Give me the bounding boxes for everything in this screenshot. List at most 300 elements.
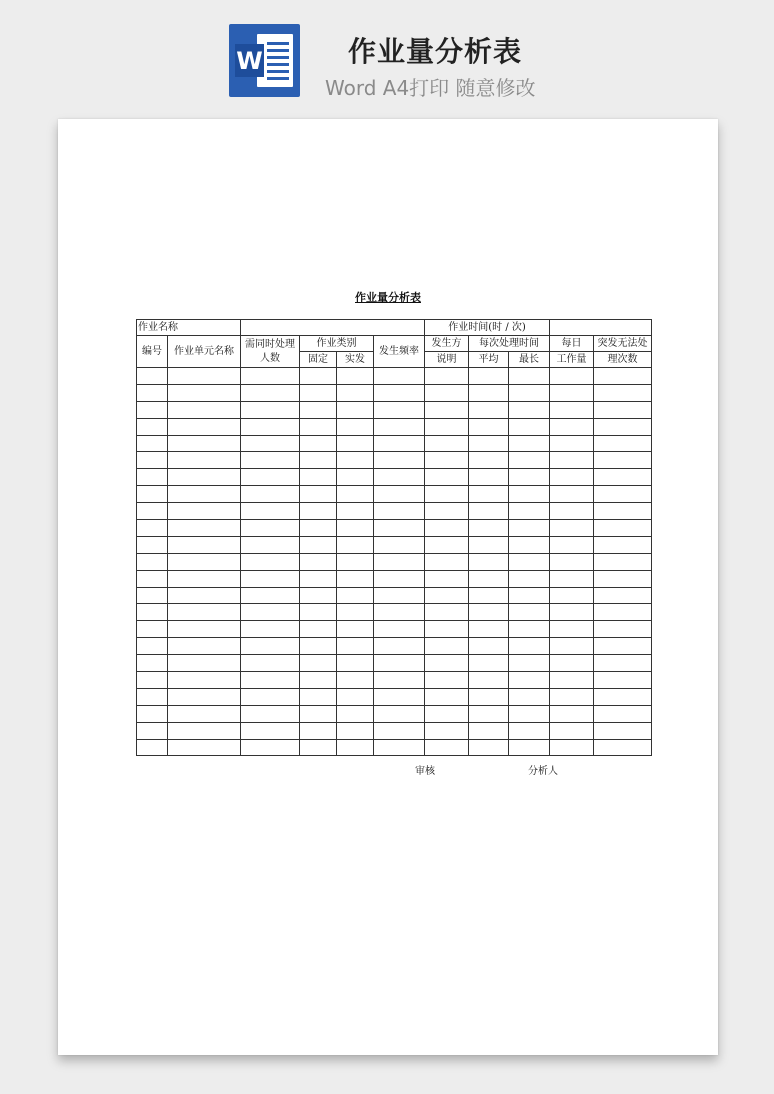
table-cell[interactable] bbox=[594, 722, 652, 739]
table-cell[interactable] bbox=[594, 384, 652, 401]
table-cell[interactable] bbox=[550, 739, 594, 756]
table-cell[interactable] bbox=[168, 368, 241, 385]
time-value[interactable] bbox=[550, 320, 652, 336]
table-cell[interactable] bbox=[550, 418, 594, 435]
table-cell[interactable] bbox=[168, 621, 241, 638]
table-cell[interactable] bbox=[374, 384, 425, 401]
table-cell[interactable] bbox=[137, 486, 168, 503]
table-cell[interactable] bbox=[374, 655, 425, 672]
table-cell[interactable] bbox=[509, 570, 550, 587]
table-cell[interactable] bbox=[241, 418, 300, 435]
table-cell[interactable] bbox=[300, 739, 337, 756]
table-cell[interactable] bbox=[241, 469, 300, 486]
table-cell[interactable] bbox=[374, 418, 425, 435]
table-cell[interactable] bbox=[300, 655, 337, 672]
table-cell[interactable] bbox=[425, 570, 469, 587]
table-cell[interactable] bbox=[337, 587, 374, 604]
table-row bbox=[137, 722, 652, 739]
table-cell[interactable] bbox=[168, 418, 241, 435]
table-cell[interactable] bbox=[425, 368, 469, 385]
table-row bbox=[137, 368, 652, 385]
table-cell[interactable] bbox=[550, 452, 594, 469]
table-cell[interactable] bbox=[425, 722, 469, 739]
table-cell[interactable] bbox=[509, 401, 550, 418]
banner bbox=[0, 0, 774, 112]
table-cell[interactable] bbox=[137, 469, 168, 486]
table-row bbox=[137, 418, 652, 435]
table-cell[interactable] bbox=[337, 739, 374, 756]
table-cell[interactable] bbox=[374, 503, 425, 520]
table-cell[interactable] bbox=[509, 587, 550, 604]
table-cell[interactable] bbox=[137, 503, 168, 520]
col-time: 每次处理时间 bbox=[469, 336, 550, 352]
table-cell[interactable] bbox=[509, 368, 550, 385]
table-cell[interactable] bbox=[550, 486, 594, 503]
table-cell[interactable] bbox=[137, 368, 168, 385]
table-cell[interactable] bbox=[550, 536, 594, 553]
table-cell[interactable] bbox=[509, 486, 550, 503]
table-cell[interactable] bbox=[241, 486, 300, 503]
table-cell[interactable] bbox=[469, 655, 509, 672]
table-cell[interactable] bbox=[550, 655, 594, 672]
table-row bbox=[137, 587, 652, 604]
table-cell[interactable] bbox=[137, 401, 168, 418]
table-cell[interactable] bbox=[425, 536, 469, 553]
table-cell[interactable] bbox=[241, 536, 300, 553]
table-cell[interactable] bbox=[509, 469, 550, 486]
table-cell[interactable] bbox=[300, 587, 337, 604]
table-cell[interactable] bbox=[168, 536, 241, 553]
table-cell[interactable] bbox=[137, 672, 168, 689]
table-cell[interactable] bbox=[594, 672, 652, 689]
table-cell[interactable] bbox=[168, 486, 241, 503]
table-cell[interactable] bbox=[425, 486, 469, 503]
table-cell[interactable] bbox=[594, 655, 652, 672]
col-type: 作业类别 bbox=[300, 336, 374, 352]
table-cell[interactable] bbox=[550, 553, 594, 570]
table-cell[interactable] bbox=[469, 520, 509, 537]
table-cell[interactable] bbox=[241, 452, 300, 469]
table-cell[interactable] bbox=[509, 739, 550, 756]
table-cell[interactable] bbox=[300, 638, 337, 655]
table-cell[interactable] bbox=[137, 638, 168, 655]
table-cell[interactable] bbox=[168, 655, 241, 672]
table-cell[interactable] bbox=[137, 435, 168, 452]
table-cell[interactable] bbox=[469, 570, 509, 587]
table-cell[interactable] bbox=[594, 435, 652, 452]
table-cell[interactable] bbox=[509, 553, 550, 570]
table-cell[interactable] bbox=[300, 705, 337, 722]
table-cell[interactable] bbox=[137, 705, 168, 722]
table-cell[interactable] bbox=[300, 604, 337, 621]
table-cell[interactable] bbox=[509, 655, 550, 672]
table-cell[interactable] bbox=[374, 570, 425, 587]
col-avg: 平均 bbox=[469, 352, 509, 368]
table-cell[interactable] bbox=[550, 722, 594, 739]
table-cell[interactable] bbox=[594, 739, 652, 756]
table-cell[interactable] bbox=[469, 401, 509, 418]
table-cell[interactable] bbox=[425, 638, 469, 655]
table-cell[interactable] bbox=[550, 672, 594, 689]
table-cell[interactable] bbox=[300, 672, 337, 689]
table-cell[interactable] bbox=[168, 587, 241, 604]
table-cell[interactable] bbox=[550, 384, 594, 401]
reviewer-label: 审核 bbox=[415, 766, 435, 777]
table-cell[interactable] bbox=[241, 621, 300, 638]
table-cell[interactable] bbox=[469, 553, 509, 570]
table-cell[interactable] bbox=[550, 520, 594, 537]
table-row bbox=[137, 384, 652, 401]
table-cell[interactable] bbox=[594, 520, 652, 537]
table-cell[interactable] bbox=[550, 604, 594, 621]
table-cell[interactable] bbox=[469, 621, 509, 638]
table-cell[interactable] bbox=[300, 401, 337, 418]
table-cell[interactable] bbox=[168, 604, 241, 621]
table-cell[interactable] bbox=[550, 638, 594, 655]
table-cell[interactable] bbox=[469, 587, 509, 604]
table-cell[interactable] bbox=[594, 368, 652, 385]
table-cell[interactable] bbox=[337, 688, 374, 705]
col-people-line2: 人数 bbox=[260, 352, 280, 364]
col-occur-2: 说明 bbox=[425, 352, 469, 368]
table-cell[interactable] bbox=[374, 621, 425, 638]
table-cell[interactable] bbox=[374, 452, 425, 469]
table-cell[interactable] bbox=[469, 435, 509, 452]
table-cell[interactable] bbox=[300, 553, 337, 570]
table-cell[interactable] bbox=[337, 536, 374, 553]
table-cell[interactable] bbox=[241, 688, 300, 705]
table-cell[interactable] bbox=[425, 520, 469, 537]
table-cell[interactable] bbox=[550, 688, 594, 705]
table-row bbox=[137, 469, 652, 486]
table-cell[interactable] bbox=[374, 553, 425, 570]
table-cell[interactable] bbox=[425, 587, 469, 604]
table-cell[interactable] bbox=[509, 688, 550, 705]
table-cell[interactable] bbox=[300, 384, 337, 401]
table-cell[interactable] bbox=[469, 418, 509, 435]
table-cell[interactable] bbox=[241, 368, 300, 385]
table-cell[interactable] bbox=[509, 638, 550, 655]
table-cell[interactable] bbox=[425, 672, 469, 689]
table-cell[interactable] bbox=[300, 452, 337, 469]
table-cell[interactable] bbox=[425, 739, 469, 756]
table-cell[interactable] bbox=[137, 655, 168, 672]
table-cell[interactable] bbox=[137, 587, 168, 604]
table-cell[interactable] bbox=[425, 553, 469, 570]
table-cell[interactable] bbox=[425, 655, 469, 672]
table-cell[interactable] bbox=[168, 705, 241, 722]
table-cell[interactable] bbox=[300, 570, 337, 587]
table-cell[interactable] bbox=[241, 672, 300, 689]
table-cell[interactable] bbox=[425, 452, 469, 469]
table-cell[interactable] bbox=[241, 655, 300, 672]
col-people bbox=[241, 336, 300, 368]
table-cell[interactable] bbox=[168, 520, 241, 537]
table-cell[interactable] bbox=[241, 503, 300, 520]
table-cell[interactable] bbox=[374, 722, 425, 739]
table-cell[interactable] bbox=[337, 452, 374, 469]
table-cell[interactable] bbox=[594, 705, 652, 722]
table-cell[interactable] bbox=[594, 486, 652, 503]
table-cell[interactable] bbox=[300, 368, 337, 385]
table-body bbox=[137, 368, 652, 756]
table-cell[interactable] bbox=[425, 401, 469, 418]
table-cell[interactable] bbox=[594, 688, 652, 705]
table-cell[interactable] bbox=[469, 688, 509, 705]
table-cell[interactable] bbox=[550, 621, 594, 638]
table-cell[interactable] bbox=[550, 368, 594, 385]
table-row bbox=[137, 570, 652, 587]
table-cell[interactable] bbox=[374, 401, 425, 418]
table-cell[interactable] bbox=[337, 368, 374, 385]
document-title: 作业量分析表 bbox=[355, 291, 421, 304]
table-cell[interactable] bbox=[168, 672, 241, 689]
table-cell[interactable] bbox=[425, 604, 469, 621]
table-cell[interactable] bbox=[425, 705, 469, 722]
table-cell[interactable] bbox=[509, 705, 550, 722]
table-cell[interactable] bbox=[137, 570, 168, 587]
table-cell[interactable] bbox=[168, 435, 241, 452]
table-cell[interactable] bbox=[469, 638, 509, 655]
table-cell[interactable] bbox=[241, 384, 300, 401]
table-cell[interactable] bbox=[550, 705, 594, 722]
col-no: 编号 bbox=[137, 336, 168, 368]
table-cell[interactable] bbox=[374, 368, 425, 385]
table-cell[interactable] bbox=[337, 570, 374, 587]
table-cell[interactable] bbox=[337, 486, 374, 503]
table-cell[interactable] bbox=[469, 503, 509, 520]
table-cell[interactable] bbox=[469, 368, 509, 385]
table-cell[interactable] bbox=[337, 503, 374, 520]
table-cell[interactable] bbox=[337, 672, 374, 689]
table-cell[interactable] bbox=[594, 604, 652, 621]
table-cell[interactable] bbox=[337, 604, 374, 621]
table-row bbox=[137, 688, 652, 705]
table-cell[interactable] bbox=[337, 655, 374, 672]
table-cell[interactable] bbox=[337, 384, 374, 401]
table-row bbox=[137, 655, 652, 672]
table-cell[interactable] bbox=[241, 604, 300, 621]
table-row bbox=[137, 486, 652, 503]
table-cell[interactable] bbox=[374, 739, 425, 756]
table-cell[interactable] bbox=[337, 418, 374, 435]
table-row bbox=[137, 638, 652, 655]
table-cell[interactable] bbox=[137, 621, 168, 638]
table-cell[interactable] bbox=[509, 452, 550, 469]
table-cell[interactable] bbox=[469, 722, 509, 739]
table-cell[interactable] bbox=[337, 435, 374, 452]
table-cell[interactable] bbox=[137, 604, 168, 621]
table-cell[interactable] bbox=[300, 722, 337, 739]
table-row bbox=[137, 435, 652, 452]
table-cell[interactable] bbox=[241, 435, 300, 452]
table-cell[interactable] bbox=[469, 469, 509, 486]
table-cell[interactable] bbox=[337, 553, 374, 570]
table-cell[interactable] bbox=[137, 688, 168, 705]
col-people-line1: 需同时处理 bbox=[245, 338, 295, 350]
table-cell[interactable] bbox=[374, 705, 425, 722]
table-cell[interactable] bbox=[168, 401, 241, 418]
word-letter: W bbox=[235, 44, 264, 77]
table-cell[interactable] bbox=[509, 536, 550, 553]
analyst-label: 分析人 bbox=[528, 766, 558, 777]
time-label: 作业时间(时 / 次) bbox=[425, 320, 550, 336]
table-cell[interactable] bbox=[137, 384, 168, 401]
table-cell[interactable] bbox=[374, 672, 425, 689]
table-cell[interactable] bbox=[594, 401, 652, 418]
name-label: 作业名称 bbox=[137, 320, 241, 336]
table-cell[interactable] bbox=[550, 401, 594, 418]
table-cell[interactable] bbox=[425, 435, 469, 452]
table-cell[interactable] bbox=[374, 536, 425, 553]
table-cell[interactable] bbox=[168, 452, 241, 469]
col-freq: 发生频率 bbox=[374, 336, 425, 368]
table-cell[interactable] bbox=[168, 722, 241, 739]
table-cell[interactable] bbox=[509, 621, 550, 638]
table-cell[interactable] bbox=[300, 418, 337, 435]
table-cell[interactable] bbox=[374, 604, 425, 621]
table-cell[interactable] bbox=[137, 739, 168, 756]
table-cell[interactable] bbox=[594, 638, 652, 655]
table-cell[interactable] bbox=[337, 722, 374, 739]
table-cell[interactable] bbox=[137, 722, 168, 739]
table-cell[interactable] bbox=[550, 469, 594, 486]
table-cell[interactable] bbox=[509, 384, 550, 401]
table-cell[interactable] bbox=[374, 435, 425, 452]
table-cell[interactable] bbox=[137, 418, 168, 435]
table-cell[interactable] bbox=[241, 638, 300, 655]
table-cell[interactable] bbox=[137, 452, 168, 469]
table-cell[interactable] bbox=[300, 688, 337, 705]
table-cell[interactable] bbox=[241, 401, 300, 418]
table-cell[interactable] bbox=[168, 469, 241, 486]
table-row bbox=[137, 452, 652, 469]
table-cell[interactable] bbox=[550, 503, 594, 520]
table-cell[interactable] bbox=[509, 520, 550, 537]
table-cell[interactable] bbox=[594, 469, 652, 486]
table-cell[interactable] bbox=[300, 536, 337, 553]
table-cell[interactable] bbox=[168, 739, 241, 756]
table-row bbox=[137, 705, 652, 722]
table-cell[interactable] bbox=[594, 536, 652, 553]
col-unit: 作业单元名称 bbox=[168, 336, 241, 368]
col-occur-1: 发生方 bbox=[425, 336, 469, 352]
table-row bbox=[137, 739, 652, 756]
table-row bbox=[137, 604, 652, 621]
table-cell[interactable] bbox=[300, 520, 337, 537]
table-row bbox=[137, 672, 652, 689]
table-cell[interactable] bbox=[337, 401, 374, 418]
table-cell[interactable] bbox=[469, 705, 509, 722]
table-cell[interactable] bbox=[137, 553, 168, 570]
table-cell[interactable] bbox=[509, 435, 550, 452]
col-burst-2: 理次数 bbox=[594, 352, 652, 368]
table-cell[interactable] bbox=[425, 688, 469, 705]
table-cell[interactable] bbox=[594, 621, 652, 638]
table-cell[interactable] bbox=[594, 587, 652, 604]
table-cell[interactable] bbox=[594, 418, 652, 435]
table-cell[interactable] bbox=[337, 705, 374, 722]
table-cell[interactable] bbox=[168, 570, 241, 587]
table-cell[interactable] bbox=[425, 503, 469, 520]
table-cell[interactable] bbox=[300, 503, 337, 520]
table-cell[interactable] bbox=[168, 503, 241, 520]
table-cell[interactable] bbox=[469, 672, 509, 689]
table-row bbox=[137, 503, 652, 520]
table-cell[interactable] bbox=[241, 587, 300, 604]
table-cell[interactable] bbox=[168, 638, 241, 655]
table-cell[interactable] bbox=[469, 604, 509, 621]
table-cell[interactable] bbox=[550, 570, 594, 587]
table-cell[interactable] bbox=[168, 384, 241, 401]
table-cell[interactable] bbox=[509, 672, 550, 689]
table-cell[interactable] bbox=[469, 739, 509, 756]
table-cell[interactable] bbox=[337, 520, 374, 537]
table-cell[interactable] bbox=[300, 435, 337, 452]
table-row bbox=[137, 621, 652, 638]
table-cell[interactable] bbox=[509, 604, 550, 621]
table-cell[interactable] bbox=[300, 469, 337, 486]
table-cell[interactable] bbox=[168, 688, 241, 705]
table-cell[interactable] bbox=[300, 621, 337, 638]
banner-subtitle: Word A4打印 随意修改 bbox=[325, 76, 536, 100]
name-value[interactable] bbox=[241, 320, 425, 336]
table-cell[interactable] bbox=[241, 705, 300, 722]
table-cell[interactable] bbox=[469, 536, 509, 553]
table-cell[interactable] bbox=[469, 486, 509, 503]
table-cell[interactable] bbox=[509, 722, 550, 739]
table-cell[interactable] bbox=[241, 739, 300, 756]
table-cell[interactable] bbox=[374, 587, 425, 604]
table-cell[interactable] bbox=[469, 384, 509, 401]
table-cell[interactable] bbox=[241, 570, 300, 587]
table-cell[interactable] bbox=[425, 621, 469, 638]
col-max: 最长 bbox=[509, 352, 550, 368]
table-cell[interactable] bbox=[374, 486, 425, 503]
table-cell[interactable] bbox=[425, 418, 469, 435]
table-cell[interactable] bbox=[594, 570, 652, 587]
table-cell[interactable] bbox=[300, 486, 337, 503]
table-cell[interactable] bbox=[374, 469, 425, 486]
table-cell[interactable] bbox=[168, 553, 241, 570]
table-cell[interactable] bbox=[469, 452, 509, 469]
table-cell[interactable] bbox=[137, 520, 168, 537]
table-cell[interactable] bbox=[137, 536, 168, 553]
col-daily-1: 每日 bbox=[550, 336, 594, 352]
table-cell[interactable] bbox=[337, 621, 374, 638]
table-cell[interactable] bbox=[374, 688, 425, 705]
table-cell[interactable] bbox=[374, 520, 425, 537]
banner-title: 作业量分析表 bbox=[348, 35, 523, 68]
table-cell[interactable] bbox=[337, 469, 374, 486]
table-cell[interactable] bbox=[241, 553, 300, 570]
table-row bbox=[137, 520, 652, 537]
table-cell[interactable] bbox=[425, 384, 469, 401]
table-cell[interactable] bbox=[594, 452, 652, 469]
table-cell[interactable] bbox=[594, 503, 652, 520]
table-cell[interactable] bbox=[425, 469, 469, 486]
table-cell[interactable] bbox=[550, 587, 594, 604]
col-actual: 实发 bbox=[337, 352, 374, 368]
table-cell[interactable] bbox=[550, 435, 594, 452]
table-cell[interactable] bbox=[509, 418, 550, 435]
table-cell[interactable] bbox=[337, 638, 374, 655]
table-cell[interactable] bbox=[374, 638, 425, 655]
table-cell[interactable] bbox=[241, 722, 300, 739]
table-cell[interactable] bbox=[594, 553, 652, 570]
table-cell[interactable] bbox=[241, 520, 300, 537]
table-cell[interactable] bbox=[509, 503, 550, 520]
